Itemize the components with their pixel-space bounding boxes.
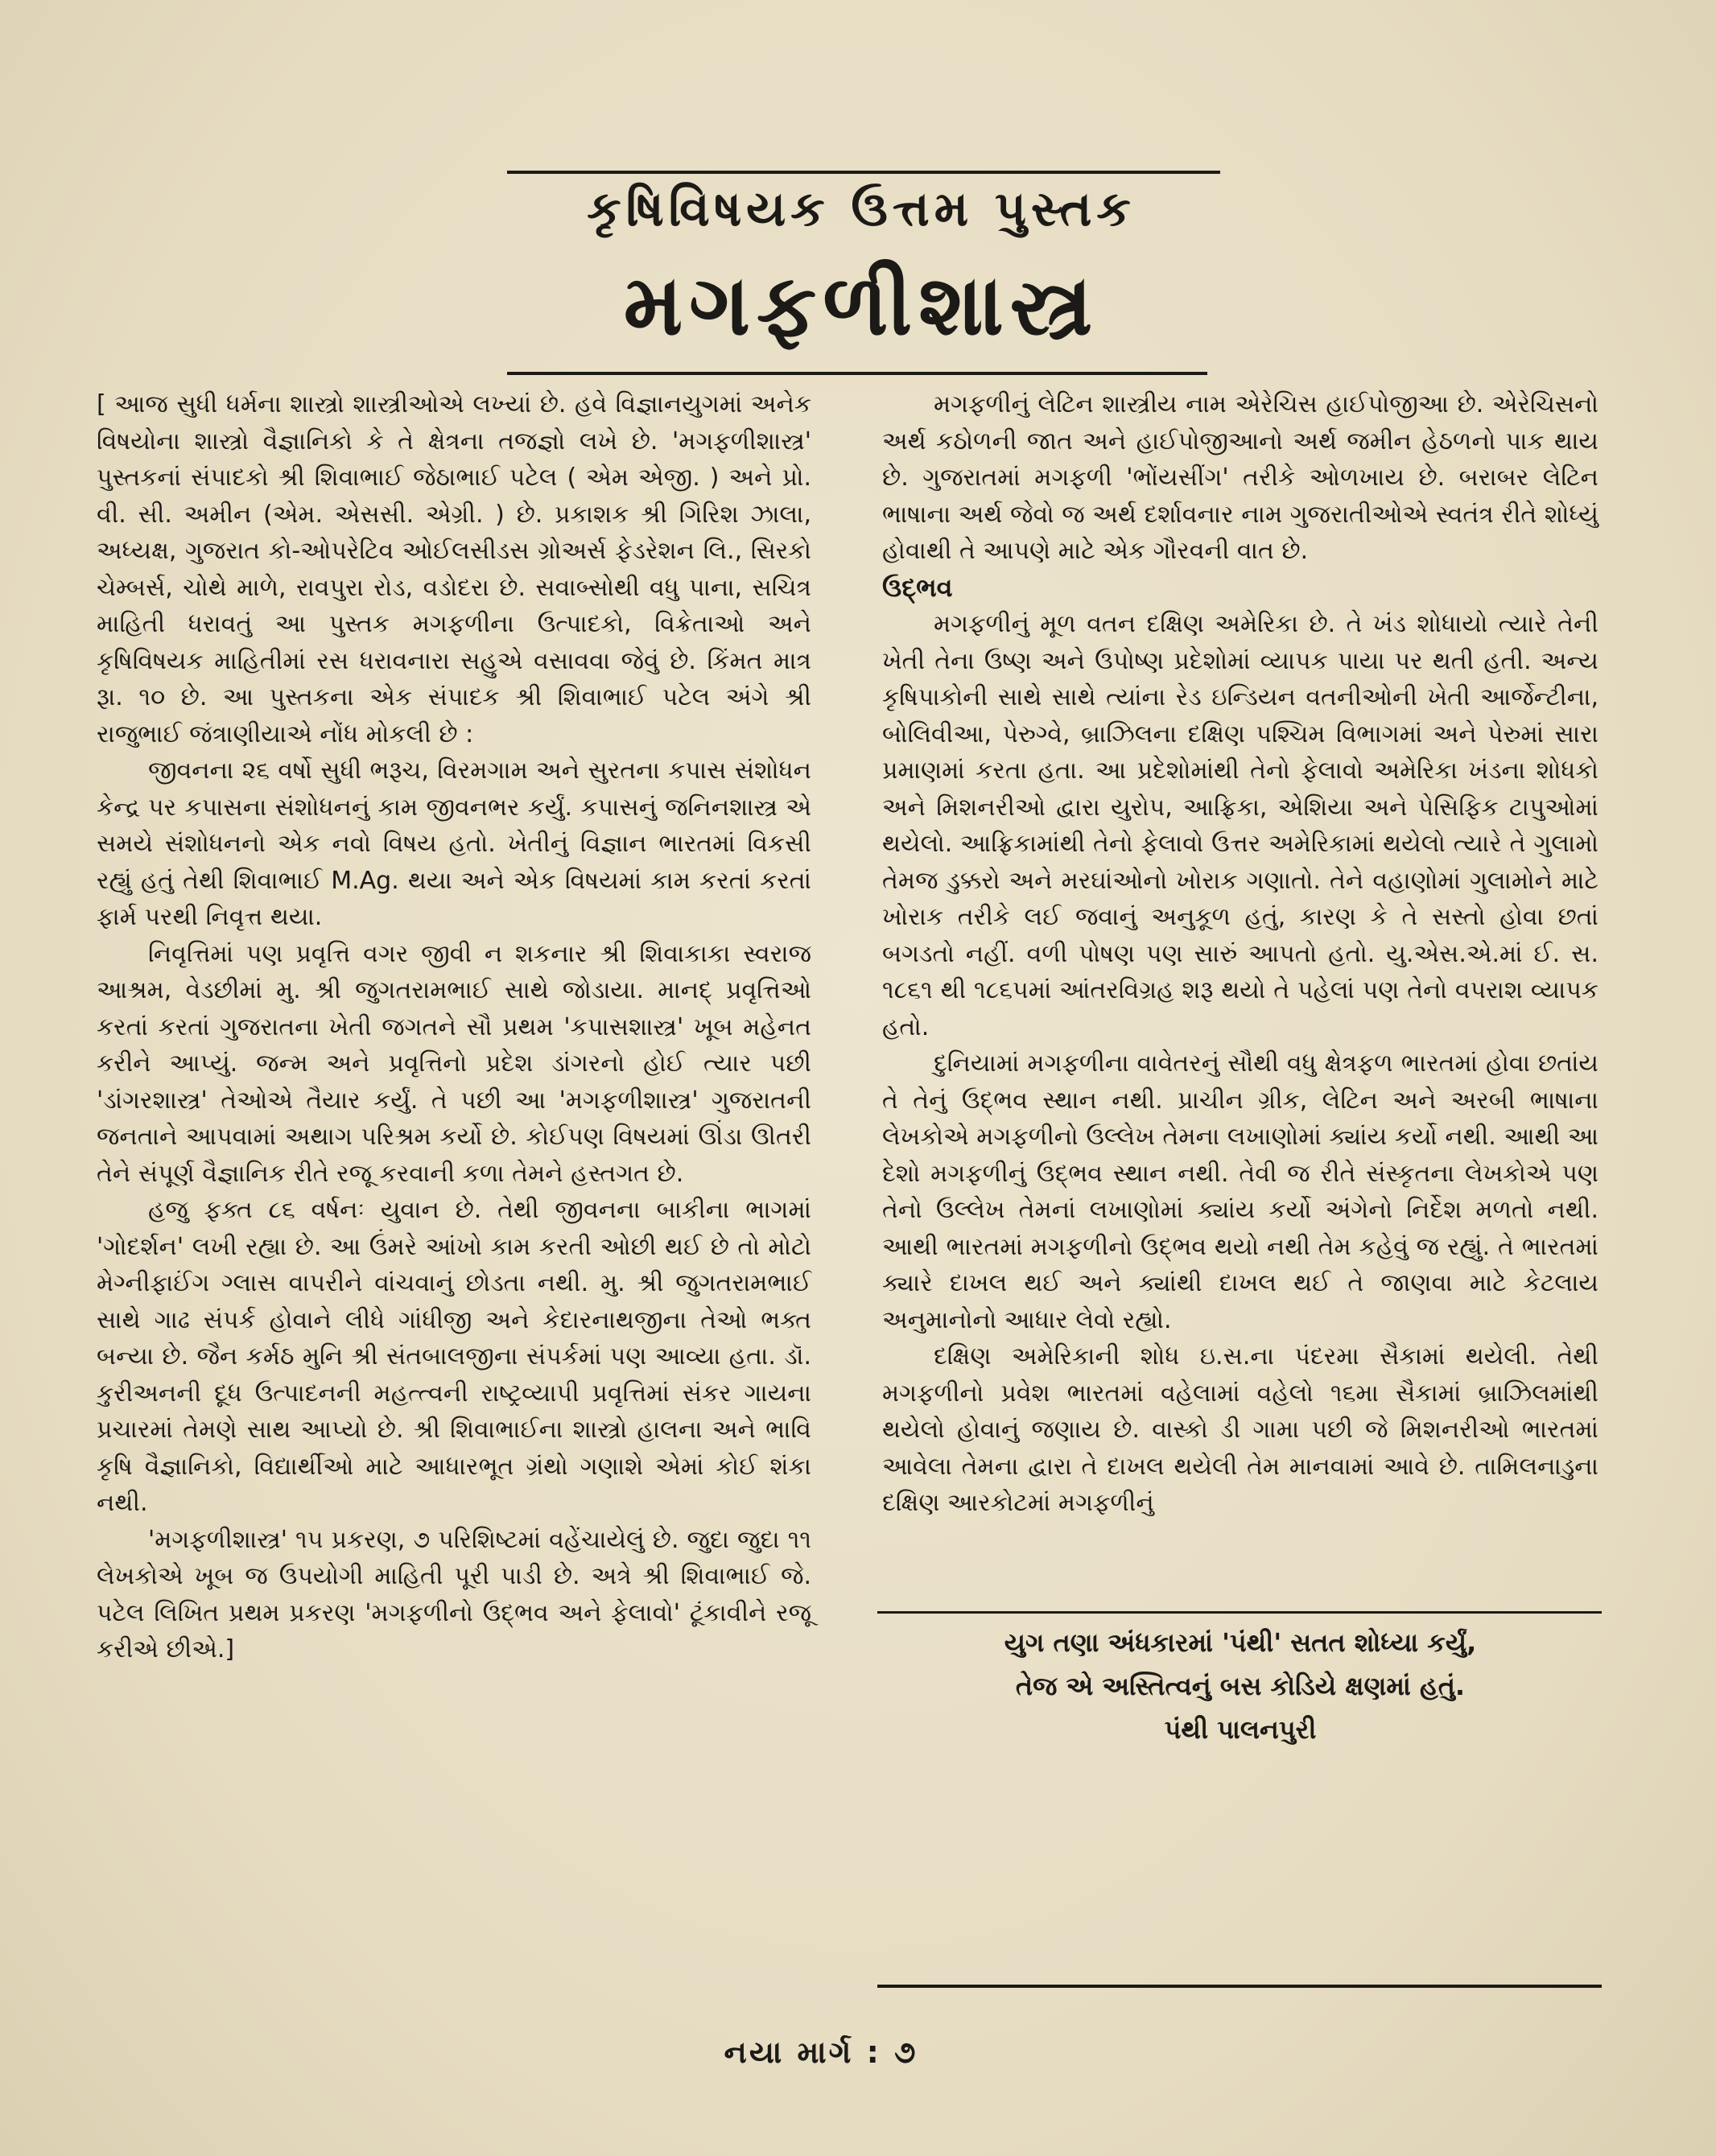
poem-line: તેજ એ અસ્તિત્વનું બસ કોડિયે ક્ષણમાં હતું. xyxy=(1015,1671,1466,1701)
poem-box xyxy=(882,1621,1598,1751)
body-paragraph: નિવૃત્તિમાં પણ પ્રવૃત્તિ વગર જીવી ન શકનાર શ્રી શિવાકાકા સ્વરાજ આશ્રમ, વેડછીમાં મુ. શ્રી જુગતરામભાઈ સાથે જોડાયા. માનદ્ પ્રવૃત્તિઓ કરતાં કરતાં ગુજરાતના ખેતી જગતને સૌ પ્રથમ 'કપાસશાસ્ત્ર' ખૂબ મહેનત કરીને આપ્યું. જન્મ અને પ્રવૃત્તિનો પ્રદેશ ડાંગરનો હોઈ ત્યાર પછી 'ડાંગરશાસ્ત્ર' તેઓએ તૈયાર કર્યું. તે પછી આ 'મગફળીશાસ્ત્ર' ગુજરાતની જનતાને આપવામાં અથાગ પરિશ્રમ કર્યો છે. કોઈપણ વિષયમાં ઊંડા ઊતરી તેને સંપૂર્ણ વૈજ્ઞાનિક રીતે રજૂ કરવાની કળા તેમને હસ્તગત છે. xyxy=(97,939,811,1188)
intro-paragraph: મગફળીનું લેટિન શાસ્ત્રીય નામ એરેચિસ હાઈપોજીઆ છે. એરેચિસનો અર્થ કઠોળની જાત અને હાઈપોજીઆનો અર્થ જમીન હેઠળનો પાક થાય છે. ગુજરાતમાં મગફળી 'ભોંયસીંગ' તરીકે ઓળખાય છે. બરાબર લેટિન ભાષાના અર્થ જેવો જ અર્થ દર્શાવનાર નામ ગુજરાતીઓએ સ્વતંત્ર રીતે શોધ્યું હોવાથી તે આપણે માટે એક ગૌરવની વાત છે. xyxy=(882,390,1598,565)
body-paragraph: હજુ ફક્ત ૮૬ વર્ષનઃ યુવાન છે. તેથી જીવનના બાકીના ભાગમાં 'ગોદર્શન' લખી રહ્યા છે. આ ઉંમરે આંખો કામ કરતી ઓછી થઈ છે તો મોટો મેગ્નીફાઈંગ ગ્લાસ વાપરીને વાંચવાનું છોડતા નથી. મુ. શ્રી જુગતરામભાઈ સાથે ગાઢ સંપર્ક હોવાને લીધે ગાંધીજી અને કેદારનાથજીના તેઓ ભક્ત બન્યા છે. જૈન કર્મઠ મુનિ શ્રી સંતબાલજીના સંપર્કમાં પણ આવ્યા હતા. ડૉ. કુરીઅનની દૂધ ઉત્પાદનની મહત્ત્વની રાષ્ટ્રવ્યાપી પ્રવૃત્તિમાં સંકર ગાયના પ્રચારમાં તેમણે સાથ આપ્યો છે. શ્રી શિવાભાઈના શાસ્ત્રો હાલના અને ભાવિ કૃષિ વૈજ્ઞાનિકો, વિદ્યાર્થીઓ માટે આધારભૂત ગ્રંથો ગણાશે એમાં કોઈ શંકા નથી. xyxy=(97,1196,811,1517)
section-subheading: ઉદ્ભવ xyxy=(882,571,953,603)
left-column xyxy=(97,386,811,1668)
body-paragraph: દક્ષિણ અમેરિકાની શોધ ઇ.સ.ના પંદરમા સૈકામાં થયેલી. તેથી મગફળીનો પ્રવેશ ભારતમાં વહેલામાં વહેલો ૧૬મા સૈકામાં બ્રાઝિલમાંથી થયેલો હોવાનું જણાય છે. વાસ્કો ડી ગામા પછી જે મિશનરીઓ ભારતમાં આવેલા તેમના દ્વારા તે દાખલ થયેલી તેમ માનવામાં આવે છે. તામિલનાડુના દક્ષિણ આરકોટમાં મગફળીનું xyxy=(882,1342,1598,1517)
headline: કૃષિવિષયક ઉત્તમ પુસ્તક xyxy=(587,181,1136,237)
editor-note-paragraph: [ આજ સુધી ધર્મના શાસ્ત્રો શાસ્ત્રીઓએ લખ્યાં છે. હવે વિજ્ઞાનયુગમાં અનેક વિષયોના શાસ્ત્રો વૈજ્ઞાનિકો કે તે ક્ષેત્રના તજજ્ઞો લખે છે. 'મગફળીશાસ્ત્ર' પુસ્તકનાં સંપાદકો શ્રી શિવાભાઈ જેઠાભાઈ પટેલ ( એમ એજી. ) અને પ્રો. વી. સી. અમીન (એમ. એસસી. એગ્રી. ) છે. પ્રકાશક શ્રી ગિરિશ ઝાલા, અધ્યક્ષ, ગુજરાત કો-ઓપરેટિવ ઓઈલસીડસ ગ્રોઅર્સ ફેડરેશન લિ., સિરકો ચેમ્બર્સ, ચોથે માળે, રાવપુરા રોડ, વડોદરા છે. સવાબ્સોથી વધુ પાના, સચિત્ર માહિતી ધરાવતું આ પુસ્તક મગફળીના ઉત્પાદકો, વિક્રેતાઓ અને કૃષિવિષયક માહિતીમાં રસ ધરાવનારા સહુએ વસાવવા જેવું છે. કિંમત માત્ર રૂા. ૧૦ છે. આ પુસ્તકના એક સંપાદક શ્રી શિવાભાઈ પટેલ અંગે શ્રી રાજુભાઈ જંત્રાણીયાએ નોંધ મોકલી છે : xyxy=(97,390,811,748)
poem-author: પંથી પાલનપુરી xyxy=(1164,1714,1317,1745)
body-paragraph: દુનિયામાં મગફળીના વાવેતરનું સૌથી વધુ ક્ષેત્રફળ ભારતમાં હોવા છતાંય તે તેનું ઉદ્ભવ સ્થાન નથી. પ્રાચીન ગ્રીક, લેટિન અને અરબી ભાષાના લેખકોએ મગફળીનો ઉલ્લેખ તેમના લખાણોમાં ક્યાંય કર્યો નથી. આથી આ દેશો મગફળીનું ઉદ્ભવ સ્થાન નથી. તેવી જ રીતે સંસ્કૃતના લેખકોએ પણ તેનો ઉલ્લેખ તેમનાં લખાણોમાં ક્યાંય કર્યો અંગેનો નિર્દેશ મળતો નથી. આથી ભારતમાં મગફળીનો ઉદ્ભવ થયો નથી તેમ કહેવું જ રહ્યું. તે ભારતમાં ક્યારે દાખલ થઈ અને ક્યાંથી દાખલ થઈ તે જાણવા માટે કેટલાય અનુમાનોનો આધાર લેવો રહ્યો. xyxy=(882,1049,1598,1334)
body-paragraph: મગફળીનું મૂળ વતન દક્ષિણ અમેરિકા છે. તે ખંડ શોધાયો ત્યારે તેની ખેતી તેના ઉષ્ણ અને ઉપોષ્ણ પ્રદેશોમાં વ્યાપક પાયા પર થતી હતી. અન્ય કૃષિપાકોની સાથે સાથે ત્યાંના રેડ ઇન્ડિયન વતનીઓની ખેતી આર્જેન્ટીના, બોલિવીઆ, પેરુગ્વે, બ્રાઝિલના દક્ષિણ પશ્ચિમ વિભાગમાં અને પેરુમાં સારા પ્રમાણમાં કરતા હતા. આ પ્રદેશોમાંથી તેનો ફેલાવો અમેરિકા ખંડના શોધકો અને મિશનરીઓ દ્વારા યુરોપ, આફ્રિકા, એશિયા અને પેસિફિક ટાપુઓમાં થયેલો. આફ્રિકામાંથી તેનો ફેલાવો ઉત્તર અમેરિકામાં થયેલો ત્યારે તે ગુલામો તેમજ ડુક્કરો અને મરઘાંઓનો ખોરાક ગણાતો. તેને વહાણોમાં ગુલામોને માટે ખોરાક તરીકે લઈ જવાનું અનુકૂળ હતું, કારણ કે તે સસ્તો હોવા છતાં બગડતો નહીં. વળી પોષણ પણ સારું આપતો હતો. યુ.એસ.એ.માં ઈ. સ. ૧૮૬૧ થી ૧૮૬૫માં આંતરવિગ્રહ શરૂ થયો તે પહેલાં પણ તેનો વપરાશ વ્યાપક હતો. xyxy=(882,610,1598,1041)
poem-rule xyxy=(877,1611,1602,1614)
title-rule xyxy=(507,372,1207,375)
right-column xyxy=(882,386,1598,1522)
top-rule xyxy=(507,171,1220,174)
article-title: મગફળીશાસ્ત્ર xyxy=(623,256,1099,354)
poem-line: યુગ તણા અંધકારમાં 'પંથી' સતત શોધ્યા કર્યું, xyxy=(1004,1627,1477,1658)
body-paragraph: જીવનના ૨૬ વર્ષો સુધી ભરૂચ, વિરમગામ અને સુરતના કપાસ સંશોધન કેન્દ્ર પર કપાસના સંશોધનનું કામ જીવનભર કર્યું. કપાસનું જનિનશાસ્ત્ર એ સમયે સંશોધનનો એક નવો વિષય હતો. ખેતીનું વિજ્ઞાન ભારતમાં વિકસી રહ્યું હતું તેથી શિવાભાઈ M.Ag. થયા અને એક વિષયમાં કામ કરતાં કરતાં ફાર્મ પરથી નિવૃત્ત થયા. xyxy=(97,756,811,931)
page-footer: નયા માર્ગ : ૭ xyxy=(724,2034,918,2070)
body-paragraph: 'મગફળીશાસ્ત્ર' ૧૫ પ્રકરણ, ૭ પરિશિષ્ટમાં વહેંચાયેલું છે. જુદા જુદા ૧૧ લેખકોએ ખૂબ જ ઉપયોગી માહિતી પૂરી પાડી છે. અત્રે શ્રી શિવાભાઈ જે. પટેલ લિખિત પ્રથમ પ્રકરણ 'મગફળીનો ઉદ્ભવ અને ફેલાવો' ટૂંકાવીને રજૂ કરીએ છીએ.] xyxy=(97,1525,811,1663)
bottom-rule xyxy=(877,1985,1602,1988)
